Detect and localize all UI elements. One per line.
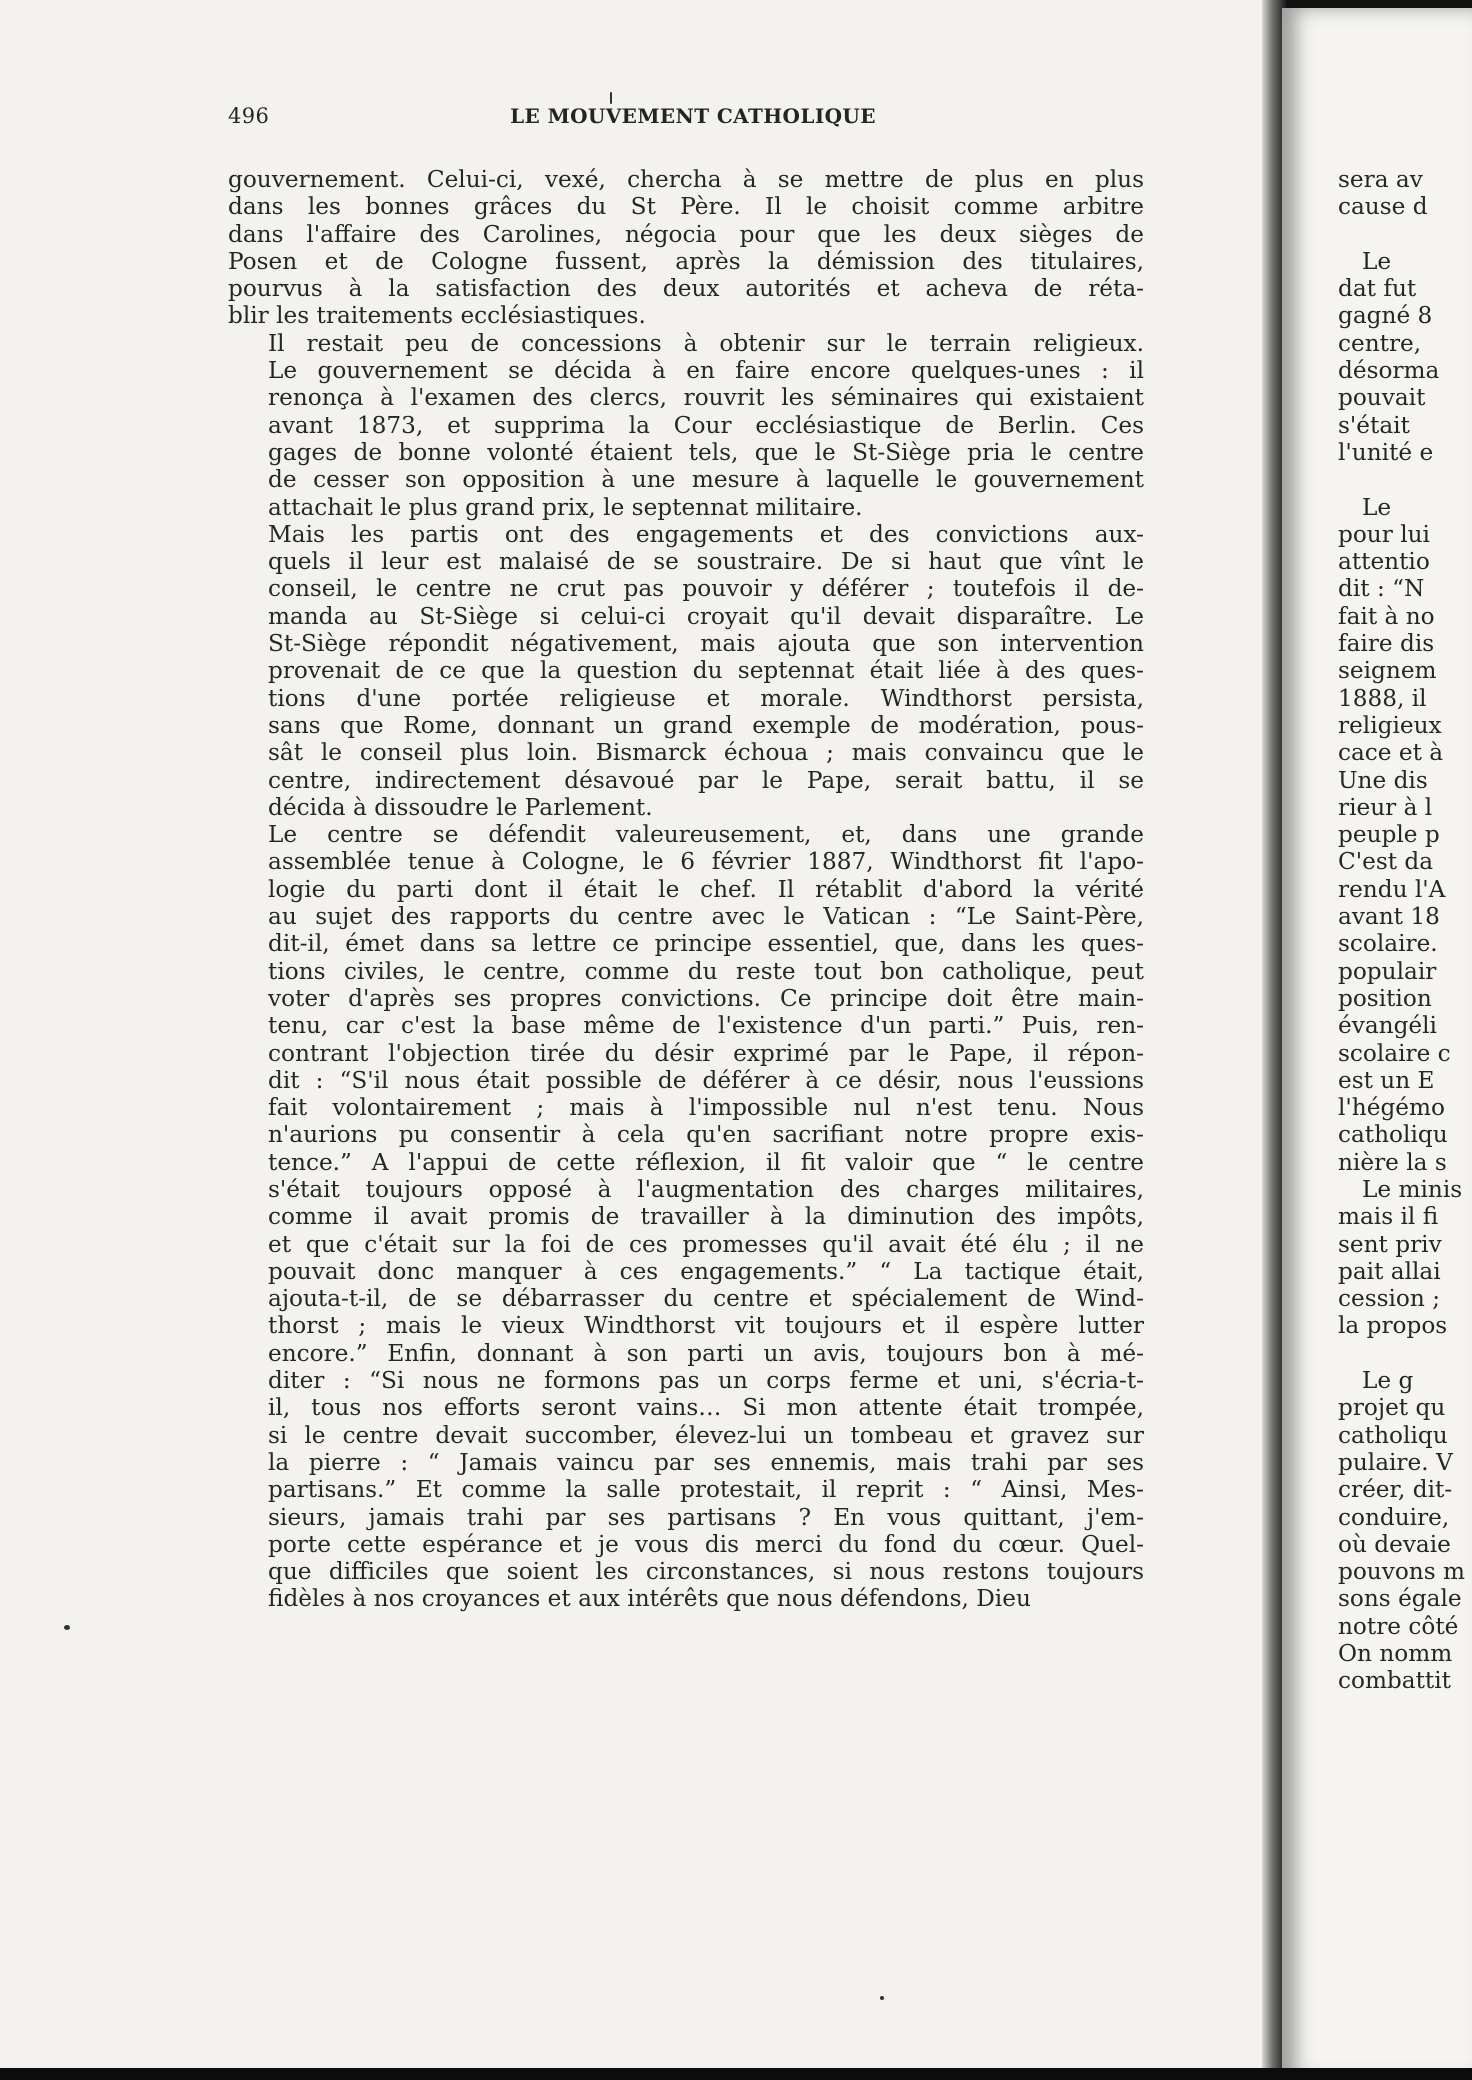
scan-speck bbox=[610, 92, 612, 104]
text-line: avant 1873, et supprima la Cour ecclésiastique de Berlin. Ces bbox=[268, 411, 1144, 439]
scan-speck bbox=[880, 1996, 884, 2000]
text-line: faire dis bbox=[1338, 630, 1435, 658]
text-line: comme il avait promis de travailler à la diminution des impôts, bbox=[268, 1203, 1144, 1231]
text-line: manda au St-Siège si celui-ci croyait qu'il devait disparaître. Le bbox=[268, 602, 1144, 630]
text-line: sera av bbox=[1338, 166, 1423, 193]
text-line: catholiqu bbox=[1338, 1121, 1448, 1149]
text-line: pourvus à la satisfaction des deux autorités et acheva de réta- bbox=[228, 275, 1144, 303]
text-line: thorst ; mais le vieux Windthorst vit toujours et il espère lutter bbox=[268, 1312, 1144, 1340]
text-line: rieur à l bbox=[1338, 793, 1433, 821]
text-line: la pierre : “ Jamais vaincu par ses ennemis, mais trahi par ses bbox=[268, 1448, 1144, 1476]
paragraph bbox=[228, 330, 1144, 521]
text-line: décida à dissoudre le Parlement. bbox=[268, 793, 653, 821]
text-line: pouvait donc manquer à ces engagements.” “ La tactique était, bbox=[268, 1257, 1144, 1285]
text-line: attachait le plus grand prix, le septennat militaire. bbox=[268, 493, 863, 521]
paragraph bbox=[228, 821, 1144, 1613]
scan-speck bbox=[64, 1625, 70, 1630]
text-line: Une dis bbox=[1338, 766, 1428, 794]
text-line: dit-il, émet dans sa lettre ce principe essentiel, que, dans les ques- bbox=[268, 930, 1144, 958]
text-line: voter d'après ses propres convictions. Ce principe doit être main- bbox=[268, 984, 1144, 1012]
running-title: LE MOUVEMENT CATHOLIQUE bbox=[510, 104, 876, 128]
text-line: fait volontairement ; mais à l'impossible nul n'est tenu. Nous bbox=[268, 1094, 1144, 1122]
text-line: dans l'affaire des Carolines, négocia pour que les deux sièges de bbox=[228, 220, 1144, 248]
text-line: créer, dit- bbox=[1338, 1476, 1453, 1504]
text-line: 1888, il bbox=[1338, 684, 1427, 712]
text-line: centre, bbox=[1338, 329, 1422, 357]
line-gap bbox=[1338, 1340, 1472, 1367]
text-line: au sujet des rapports du centre avec le Vatican : “Le Saint-Père, bbox=[268, 903, 1144, 931]
text-line: contrant l'objection tirée du désir exprimé par le Pape, il répon- bbox=[268, 1039, 1144, 1067]
text-line: provenait de ce que la question du septennat était liée à des ques- bbox=[268, 657, 1144, 685]
text-line: cace et à bbox=[1338, 739, 1444, 767]
text-line: conseil, le centre ne crut pas pouvoir y déférer ; toutefois il de- bbox=[268, 575, 1144, 603]
text-line: l'unité e bbox=[1338, 438, 1434, 466]
text-line: blir les traitements ecclésiastiques. bbox=[228, 302, 646, 330]
text-line: cession ; bbox=[1338, 1285, 1441, 1313]
text-line: s'était toujours opposé à l'augmentation des charges militaires, bbox=[268, 1175, 1144, 1203]
text-line: tions d'une portée religieuse et morale. Windthorst persista, bbox=[268, 684, 1144, 712]
text-line: sât le conseil plus loin. Bismarck échoua ; mais convaincu que le bbox=[268, 739, 1144, 767]
text-line: renonça à l'examen des clercs, rouvrit les séminaires qui existaient bbox=[268, 384, 1144, 412]
text-line: peuple p bbox=[1338, 821, 1440, 849]
text-line: cause d bbox=[1338, 193, 1428, 221]
text-line: mais il fi bbox=[1338, 1203, 1439, 1231]
running-head bbox=[228, 104, 1158, 134]
text-line: pouvons m bbox=[1338, 1558, 1465, 1586]
text-line: St-Siège répondit négativement, mais ajouta que son intervention bbox=[268, 630, 1144, 658]
text-line: attentio bbox=[1338, 548, 1430, 576]
text-line: fait à no bbox=[1338, 602, 1435, 630]
text-line: rendu l'A bbox=[1338, 875, 1446, 903]
text-line: position bbox=[1338, 984, 1432, 1012]
text-line: Le gouvernement se décida à en faire encore quelques-unes : il bbox=[268, 357, 1144, 385]
text-line: Posen et de Cologne fussent, après la démission des titulaires, bbox=[228, 247, 1144, 275]
scan-bottom-edge bbox=[0, 2068, 1472, 2080]
body-text-column bbox=[228, 166, 1144, 1613]
text-line: partisans.” Et comme la salle protestait, il reprit : “ Ainsi, Mes- bbox=[268, 1476, 1144, 1504]
text-line: sans que Rome, donnant un grand exemple de modération, pous- bbox=[268, 711, 1144, 739]
text-line: ajouta-t-il, de se débarrasser du centre et spécialement de Wind- bbox=[268, 1285, 1144, 1313]
text-line: gouvernement. Celui-ci, vexé, chercha à se mettre de plus en plus bbox=[228, 166, 1144, 193]
text-line: dat fut bbox=[1338, 275, 1417, 303]
text-line: où devaie bbox=[1338, 1530, 1451, 1558]
text-line: quels il leur est malaisé de se soustraire. De si haut que vînt le bbox=[268, 548, 1144, 576]
text-line: populair bbox=[1338, 957, 1437, 985]
text-line: scolaire c bbox=[1338, 1039, 1451, 1067]
text-line: logie du parti dont il était le chef. Il rétablit d'abord la vérité bbox=[268, 875, 1144, 903]
text-line: pulaire. V bbox=[1338, 1448, 1453, 1476]
text-line: il, tous nos efforts seront vains… Si mon attente était trompée, bbox=[268, 1394, 1144, 1422]
text-line: Le minis bbox=[1362, 1175, 1463, 1203]
text-line: Le centre se défendit valeureusement, et, dans une grande bbox=[268, 821, 1144, 849]
text-line: et que c'était sur la foi de ces promesses qu'il avait été élu ; il ne bbox=[268, 1230, 1144, 1258]
text-line: pouvait bbox=[1338, 384, 1426, 412]
text-line: C'est da bbox=[1338, 848, 1434, 876]
right-page-text-fragment bbox=[1338, 166, 1472, 1695]
text-line: dit : “S'il nous était possible de déférer à ce désir, nous l'eussions bbox=[268, 1066, 1144, 1094]
text-line: dans les bonnes grâces du St Père. Il le choisit comme arbitre bbox=[228, 193, 1144, 221]
text-line: la propos bbox=[1338, 1312, 1448, 1340]
text-line: Le bbox=[1362, 247, 1392, 275]
text-line: catholiqu bbox=[1338, 1421, 1448, 1449]
text-line: gagné 8 bbox=[1338, 302, 1433, 330]
text-line: que difficiles que soient les circonstances, si nous restons toujours bbox=[268, 1558, 1144, 1586]
text-line: sieurs, jamais trahi par ses partisans ? En vous quittant, j'em- bbox=[268, 1503, 1144, 1531]
text-line: sent priv bbox=[1338, 1230, 1442, 1258]
text-line: pour lui bbox=[1338, 520, 1430, 548]
text-line: n'aurions pu consentir à cela qu'en sacrifiant notre propre exis- bbox=[268, 1121, 1144, 1149]
text-line: centre, indirectement désavoué par le Pape, serait battu, il se bbox=[268, 766, 1144, 794]
line-gap bbox=[1338, 221, 1472, 248]
text-line: fidèles à nos croyances et aux intérêts que nous défendons, Dieu bbox=[268, 1585, 1031, 1613]
paragraph bbox=[228, 521, 1144, 821]
text-line: sons égale bbox=[1338, 1585, 1462, 1613]
text-line: s'était bbox=[1338, 411, 1410, 439]
text-line: diter : “Si nous ne formons pas un corps ferme et uni, s'écria-t- bbox=[268, 1367, 1144, 1395]
text-line: pait allai bbox=[1338, 1257, 1441, 1285]
text-line: projet qu bbox=[1338, 1394, 1446, 1422]
text-line: Il restait peu de concessions à obtenir sur le terrain religieux. bbox=[268, 329, 1144, 357]
text-line: avant 18 bbox=[1338, 903, 1440, 931]
text-line: porte cette espérance et je vous dis merci du fond du cœur. Quel- bbox=[268, 1530, 1144, 1558]
text-line: si le centre devait succomber, élevez-lui un tombeau et gravez sur bbox=[268, 1421, 1144, 1449]
text-line: notre côté bbox=[1338, 1612, 1459, 1640]
text-line: est un E bbox=[1338, 1066, 1435, 1094]
text-line: conduire, bbox=[1338, 1503, 1450, 1531]
text-line: combattit bbox=[1338, 1667, 1451, 1695]
text-line: tions civiles, le centre, comme du reste tout bon catholique, peut bbox=[268, 957, 1144, 985]
text-line: seignem bbox=[1338, 657, 1437, 685]
text-line: nière la s bbox=[1338, 1148, 1447, 1176]
paragraph bbox=[228, 166, 1144, 330]
text-line: Le g bbox=[1362, 1367, 1414, 1395]
text-line: assemblée tenue à Cologne, le 6 février 1887, Windthorst fit l'apo- bbox=[268, 848, 1144, 876]
text-line: gages de bonne volonté étaient tels, que le St-Siège pria le centre bbox=[268, 438, 1144, 466]
text-line: dit : “N bbox=[1338, 575, 1425, 603]
text-line: tence.” A l'appui de cette réflexion, il fit valoir que “ le centre bbox=[268, 1148, 1144, 1176]
text-line: Le bbox=[1362, 493, 1392, 521]
text-line: évangéli bbox=[1338, 1012, 1437, 1040]
text-line: désorma bbox=[1338, 357, 1440, 385]
text-line: encore.” Enfin, donnant à son parti un avis, toujours bon à mé- bbox=[268, 1339, 1144, 1367]
text-line: scolaire. bbox=[1338, 930, 1438, 958]
line-gap bbox=[1338, 466, 1472, 493]
text-line: de cesser son opposition à une mesure à laquelle le gouvernement bbox=[268, 466, 1144, 494]
page-number: 496 bbox=[228, 104, 270, 128]
text-line: l'hégémo bbox=[1338, 1094, 1445, 1122]
text-line: Mais les partis ont des engagements et des convictions aux- bbox=[268, 520, 1144, 548]
text-line: tenu, car c'est la base même de l'existence d'un parti.” Puis, ren- bbox=[268, 1012, 1144, 1040]
text-line: religieux bbox=[1338, 711, 1442, 739]
text-line: On nomm bbox=[1338, 1640, 1453, 1668]
